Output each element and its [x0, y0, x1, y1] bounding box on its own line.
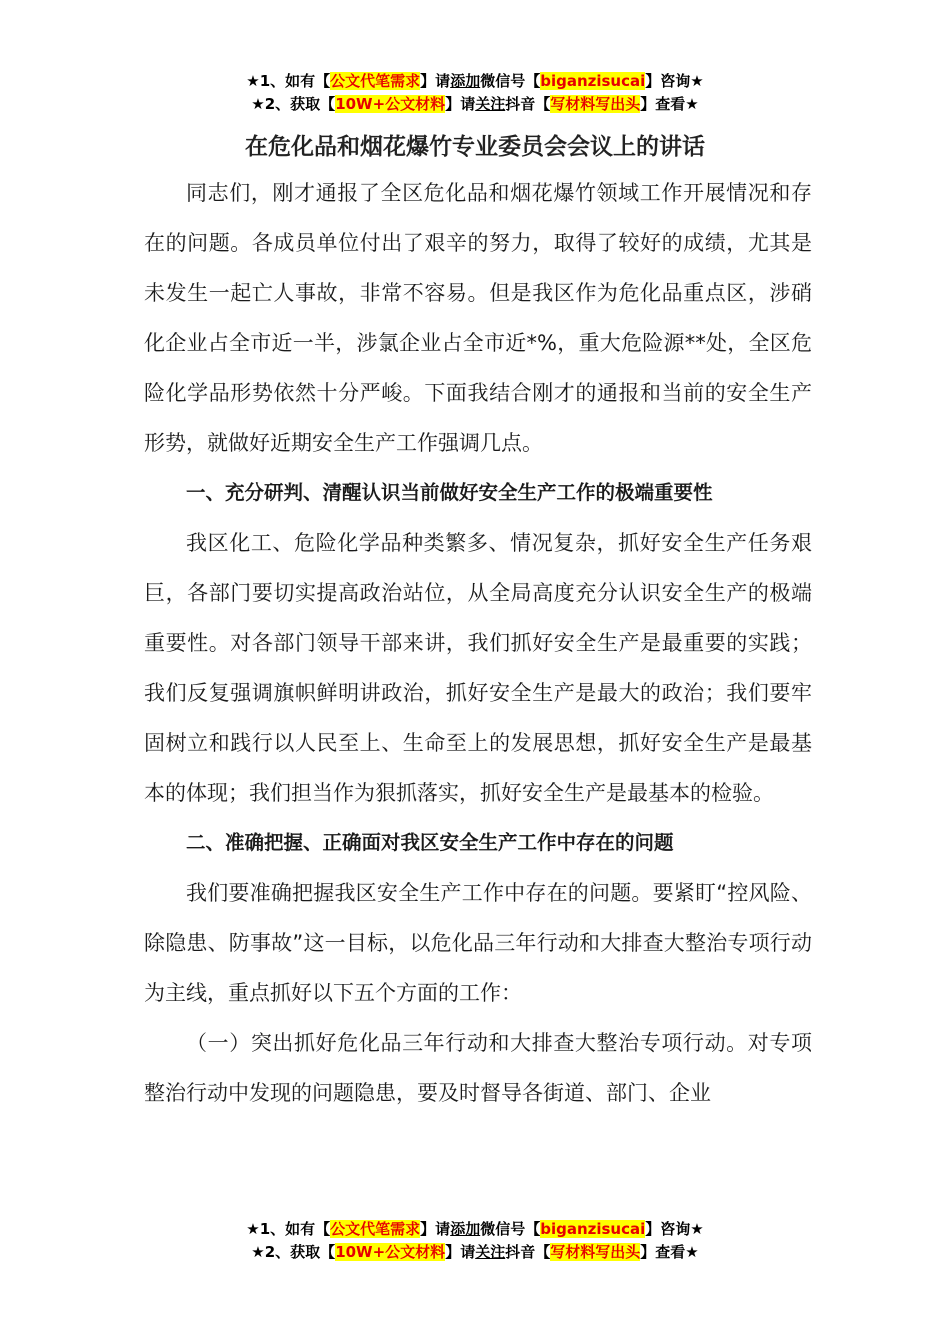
- promo-text: 】请: [445, 95, 476, 113]
- promo-text: 】咨询★: [645, 1220, 704, 1238]
- promo-line-1: [0, 70, 950, 93]
- promo-text: 微信号【: [480, 72, 541, 90]
- section-heading-1: 一、充分研判、清醒认识当前做好安全生产工作的极端重要性: [186, 481, 713, 504]
- promo-text: 抖音【: [505, 95, 551, 113]
- promo-text: ★1、如有【: [246, 1220, 331, 1238]
- promo-text: 】查看★: [640, 1243, 699, 1261]
- promo-line-2: [0, 1241, 950, 1264]
- promo-underline: 添加: [450, 72, 481, 90]
- promo-text: 】请: [445, 1243, 476, 1261]
- promo-highlight: 公文代笔需求: [330, 1220, 421, 1238]
- promo-highlight: 写材料写出头: [550, 95, 641, 113]
- section-2-paragraph: 我们要准确把握我区安全生产工作中存在的问题。要紧盯“控风险、除隐患、防事故”这一目标，以危化品三年行动和大排查大整治专项行动为主线，重点抓好以下五个方面的工作：: [144, 881, 812, 1005]
- promo-highlight: 写材料写出头: [550, 1243, 641, 1261]
- document-body: [144, 168, 812, 1118]
- promo-banner-bottom: [0, 1218, 950, 1264]
- intro-paragraph: 同志们，刚才通报了全区危化品和烟花爆竹领域工作开展情况和存在的问题。各成员单位付出了艰辛的努力，取得了较好的成绩，尤其是未发生一起亡人事故，非常不容易。但是我区作为危化品重点区，涉硝化企业占全市近一半，涉氯企业占全市近*%，重大危险源**处，全区危险化学品形势依然十分严峻。下面我结合刚才的通报和当前的安全生产形势，就做好近期安全生产工作强调几点。: [144, 181, 812, 455]
- promo-line-1: [0, 1218, 950, 1241]
- promo-text: 】查看★: [640, 95, 699, 113]
- promo-highlight: 10W+公文材料: [335, 1243, 446, 1261]
- promo-text: 微信号【: [480, 1220, 541, 1238]
- promo-text: 】咨询★: [645, 72, 704, 90]
- promo-underline: 关注: [475, 1243, 506, 1261]
- promo-underline: 添加: [450, 1220, 481, 1238]
- document-title: 在危化品和烟花爆竹专业委员会会议上的讲话: [245, 134, 705, 160]
- promo-highlight: biganzisucai: [540, 1220, 646, 1238]
- promo-text: ★1、如有【: [246, 72, 331, 90]
- subsection-1-paragraph: （一）突出抓好危化品三年行动和大排查大整治专项行动。对专项整治行动中发现的问题隐患，要及时督导各街道、部门、企业: [144, 1031, 812, 1105]
- promo-underline: 关注: [475, 95, 506, 113]
- section-heading-2: 二、准确把握、正确面对我区安全生产工作中存在的问题: [186, 831, 674, 854]
- section-1-paragraph: 我区化工、危险化学品种类繁多、情况复杂，抓好安全生产任务艰巨，各部门要切实提高政治站位，从全局高度充分认识安全生产的极端重要性。对各部门领导干部来讲，我们抓好安全生产是最重要的实践；我们反复强调旗帜鲜明讲政治，抓好安全生产是最大的政治；我们要牢固树立和践行以人民至上、生命至上的发展思想，抓好安全生产是最基本的体现；我们担当作为狠抓落实，抓好安全生产是最基本的检验。: [144, 531, 812, 805]
- promo-text: 】请: [420, 72, 451, 90]
- promo-text: ★2、获取【: [251, 95, 336, 113]
- promo-highlight: 公文代笔需求: [330, 72, 421, 90]
- promo-text: 】请: [420, 1220, 451, 1238]
- promo-highlight: biganzisucai: [540, 72, 646, 90]
- promo-line-2: [0, 93, 950, 116]
- promo-text: 抖音【: [505, 1243, 551, 1261]
- promo-text: ★2、获取【: [251, 1243, 336, 1261]
- promo-banner-top: [0, 70, 950, 116]
- promo-highlight: 10W+公文材料: [335, 95, 446, 113]
